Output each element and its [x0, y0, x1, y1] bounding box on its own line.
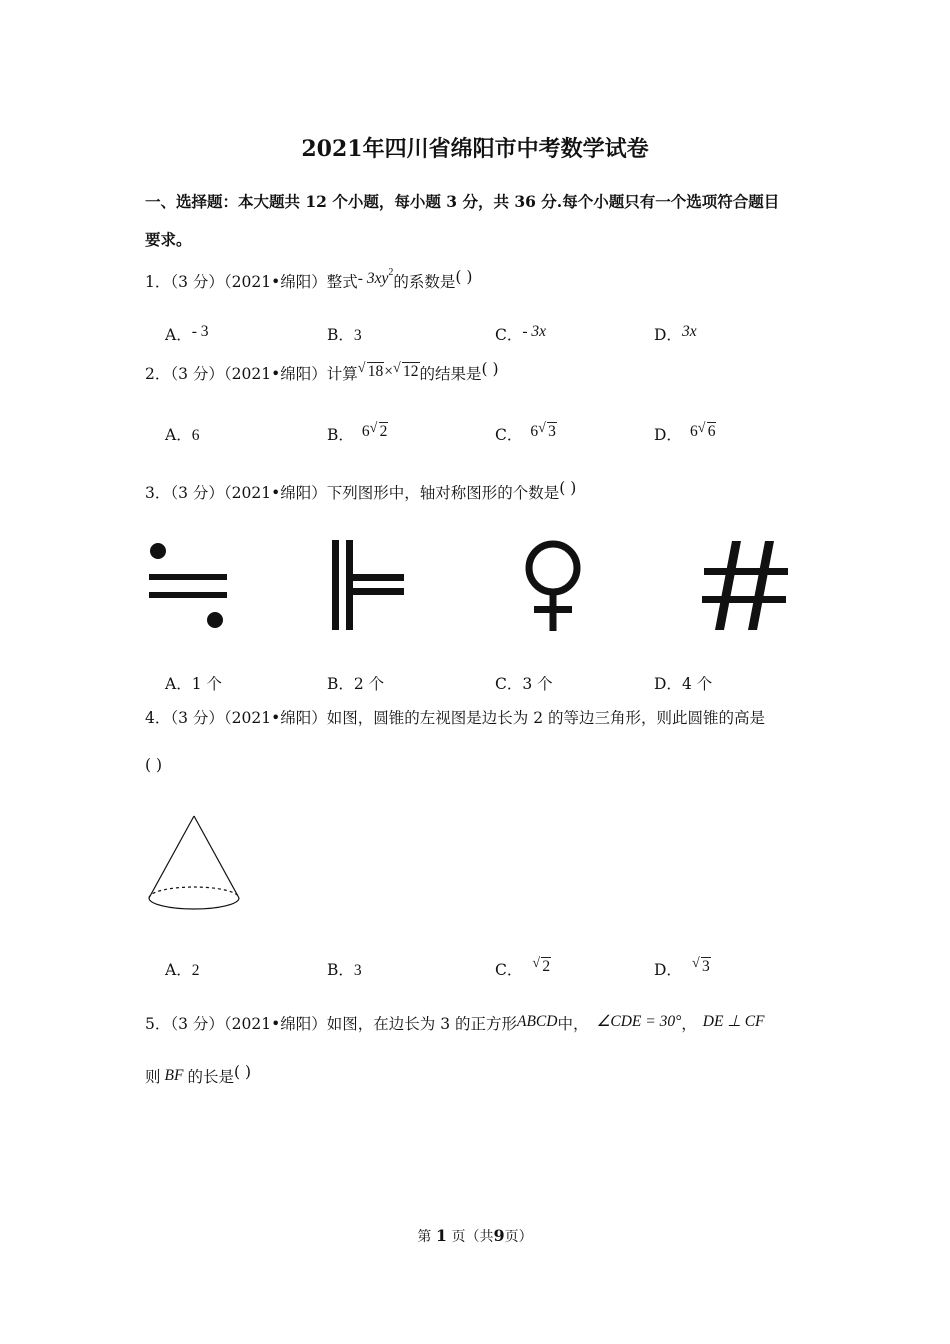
option-text: 3x [681, 323, 697, 340]
parallel-corner-icon [328, 538, 408, 633]
option-letter: A． [165, 326, 192, 344]
option-letter: B． [327, 426, 354, 444]
option-1a [165, 323, 209, 345]
option-text: 2 个 [353, 675, 385, 693]
option-text: - 3 [191, 323, 209, 340]
section-heading-line1: 一、选择题：本大题共 12 个小题，每小题 3 分，共 36 分.每个小题只有一个选项符合题目 [145, 192, 780, 211]
radical-icon: √ [538, 421, 546, 436]
option-letter: B． [327, 675, 354, 693]
option-letter: D． [654, 426, 682, 444]
option-letter: C． [495, 961, 523, 979]
question-source: （2021•绵阳） [223, 484, 327, 502]
question-text: 计算 [326, 365, 358, 383]
question-1 [145, 266, 473, 292]
question-source: （2021•绵阳） [223, 1015, 327, 1033]
radical-icon: √ [532, 956, 541, 971]
math-expression: ABCD [516, 1013, 558, 1030]
question-text: 的结果是 [419, 365, 482, 383]
question-text: 整式 [326, 273, 358, 291]
female-symbol-icon [518, 536, 588, 634]
question-source: （2021•绵阳） [223, 365, 327, 383]
cone-figure [145, 812, 245, 916]
question-text: 中， [557, 1015, 589, 1033]
option-3a [165, 672, 222, 694]
sqrt-expression [698, 423, 717, 441]
option-text: 3 个 [522, 675, 553, 693]
option-4d [654, 958, 711, 980]
question-text: 下列图形中，轴对称图形的个数是 [326, 484, 560, 502]
sqrt-expression [532, 958, 551, 976]
footer-text: 第 [417, 1229, 432, 1245]
option-text: 3 [353, 962, 362, 979]
option-text: 1 个 [191, 675, 222, 693]
question-text: 如图，在边长为 3 的正方形 [326, 1015, 517, 1033]
question-text: 的长是 [187, 1068, 234, 1086]
radicand: 18 [367, 363, 384, 380]
sqrt-expression [393, 363, 420, 381]
footer-total-pages: 9 [493, 1226, 505, 1245]
option-text: 6 [191, 427, 200, 444]
question-score: （3 分） [170, 1015, 224, 1033]
answer-parentheses: ( ) [145, 756, 163, 774]
page-title: 2021年四川省绵阳市中考数学试卷 [301, 136, 649, 162]
question-score: （3 分） [170, 273, 224, 291]
option-1b [327, 323, 362, 345]
question-source: （2021•绵阳） [223, 709, 327, 727]
option-3b [327, 672, 384, 694]
question-2 [145, 362, 499, 384]
radicand: 3 [701, 958, 710, 975]
answer-parentheses: ( ) [481, 360, 499, 378]
option-letter: C． [495, 675, 523, 693]
option-4b [327, 958, 362, 980]
question-source: （2021•绵阳） [223, 273, 327, 291]
question-score: （3 分） [170, 709, 224, 727]
radicand: 2 [542, 958, 551, 975]
option-4a [165, 958, 199, 980]
question-5-line2 [145, 1065, 251, 1087]
option-letter: A． [165, 426, 192, 444]
radicand: 12 [403, 363, 419, 380]
radical-icon: √ [369, 421, 378, 436]
division-sign-icon [145, 538, 235, 633]
radical-icon: √ [393, 361, 401, 376]
sqrt-expression [370, 423, 389, 441]
question-5 [145, 1012, 765, 1034]
answer-parentheses: ( ) [455, 268, 473, 286]
radical-icon: √ [357, 361, 366, 376]
math-expression: - 3xy [357, 270, 389, 287]
option-letter: B． [327, 961, 354, 979]
option-1d [654, 323, 697, 345]
question-text: ， [681, 1015, 697, 1033]
question-3 [145, 481, 576, 503]
hash-symbol-icon [700, 538, 792, 633]
question-number: 4． [145, 709, 171, 727]
question-score: （3 分） [170, 484, 224, 502]
option-3d [654, 672, 712, 694]
radicand: 6 [707, 423, 716, 440]
option-text: 3 [353, 327, 362, 344]
option-3c [495, 672, 553, 694]
sqrt-expression [358, 363, 385, 381]
option-coefficient: 6 [689, 423, 698, 440]
question-number: 5． [145, 1015, 171, 1033]
footer-text: 页（共 [451, 1229, 494, 1245]
sqrt-expression [692, 958, 711, 976]
question-text: 的系数是 [393, 273, 456, 291]
question-number: 2． [145, 365, 171, 383]
question-score: （3 分） [170, 365, 224, 383]
option-text: 4 个 [681, 675, 713, 693]
math-expression: BF [164, 1067, 184, 1084]
option-letter: C． [495, 326, 523, 344]
option-text: - 3x [522, 323, 547, 340]
math-expression: ∠CDE = 30° [596, 1013, 682, 1030]
sqrt-expression [538, 423, 557, 441]
radicand: 2 [379, 423, 388, 440]
footer-text: 页） [504, 1229, 533, 1245]
question-text: 如图，圆锥的左视图是边长为 2 的等边三角形，则此圆锥的高是 [326, 709, 765, 727]
footer-page-number: 1 [435, 1226, 447, 1245]
option-2d [654, 423, 716, 445]
option-letter: D． [654, 961, 682, 979]
option-letter: D． [654, 675, 682, 693]
radical-icon: √ [697, 421, 706, 436]
question-number: 1． [145, 273, 171, 291]
radicand: 3 [548, 423, 556, 440]
option-letter: A． [165, 961, 192, 979]
option-letter: C． [495, 426, 523, 444]
option-2c [495, 423, 557, 445]
math-expression: DE ⊥ CF [702, 1013, 765, 1030]
radical-icon: √ [691, 956, 700, 971]
option-coefficient: 6 [361, 423, 370, 440]
option-letter: B． [327, 326, 354, 344]
option-1c [495, 323, 546, 345]
answer-parentheses: ( ) [559, 479, 577, 497]
option-2b [327, 423, 388, 445]
question-text: 则 [145, 1068, 161, 1086]
answer-parentheses: ( ) [233, 1063, 251, 1081]
option-text: 2 [191, 962, 200, 979]
option-letter: D． [654, 326, 682, 344]
page-footer [0, 1226, 950, 1246]
math-superscript: 2 [388, 266, 394, 278]
option-2a [165, 423, 199, 445]
times-sign: × [384, 363, 394, 380]
question-4 [145, 706, 765, 728]
section-heading-line2: 要求。 [145, 230, 192, 249]
option-letter: A． [165, 675, 192, 693]
option-4c [495, 958, 551, 980]
option-coefficient: 6 [530, 423, 539, 440]
question-number: 3． [145, 484, 171, 502]
